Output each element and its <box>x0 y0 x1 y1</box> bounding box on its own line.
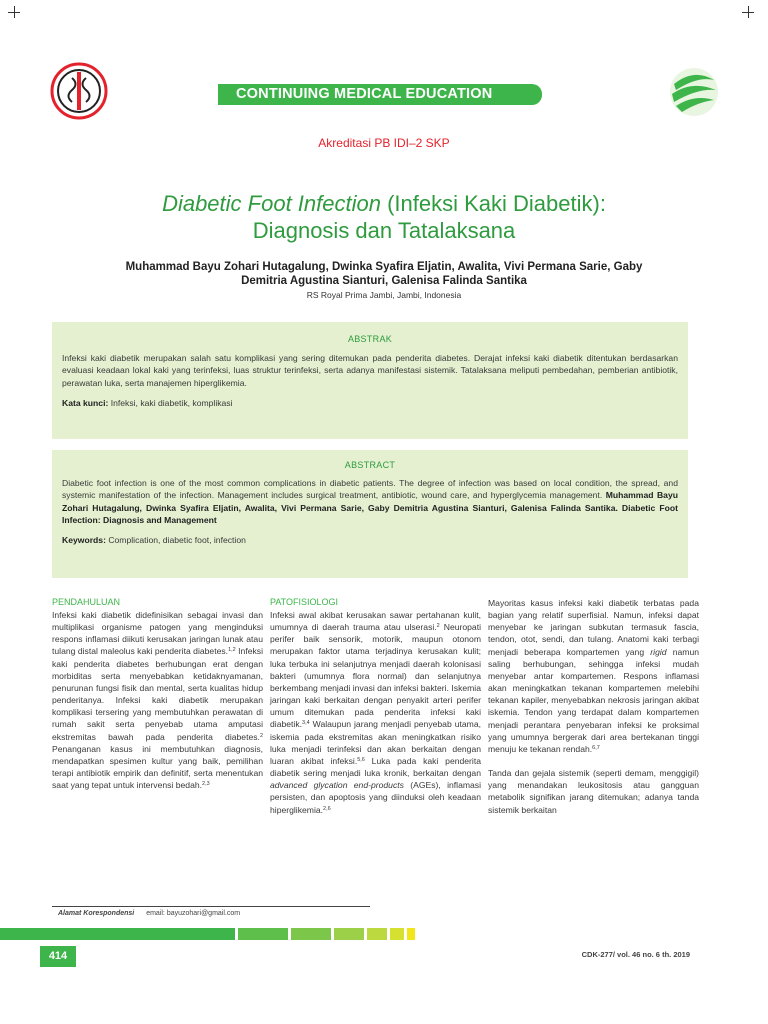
accreditation-text: Akreditasi PB IDI–2 SKP <box>318 136 450 150</box>
crop-mark <box>8 6 20 18</box>
text-run: Infeksi awal akibat kerusakan sawar pertahanan kulit, umumnya di daerah trauma atau ulserasi. <box>270 610 481 633</box>
abstract-box <box>52 450 688 578</box>
affiliation: RS Royal Prima Jambi, Jambi, Indonesia <box>306 290 462 300</box>
title-italic: Diabetic Foot Infection <box>162 191 381 216</box>
keywords-value: Infeksi, kaki diabetik, komplikasi <box>108 397 233 408</box>
idi-logo <box>50 62 108 120</box>
footer-stripe <box>238 928 288 940</box>
paragraph <box>52 609 263 791</box>
banner-text: CONTINUING MEDICAL EDUCATION <box>236 86 493 102</box>
text-run: Mayoritas kasus infeksi kaki diabetik terbatas pada bagian yang relatif superfisial. Namun, infeksi dapat menyebar ke jaringan subkutan termasuk fascia, tendon, otot, sendi, dan tulang. Anatomi kaki terbagi menjadi beberapa kompartemen yang <box>488 598 699 657</box>
abstract-keywords <box>62 534 678 546</box>
text-run: Infeksi kaki penderita diabetes berhubungan erat dengan morbiditas serta menyebabkan ketidaknyamanan, penurunan fungsi fisik dan mental, serta kualitas hidup penderitanya. Infeksi kaki diabetik merupakan komplikasi tersering yang membutuhkan perawatan di rumah sakit serta penyebab utama amputasi ekstremitas bawah pada penderita diabetes. <box>52 646 263 742</box>
column-2 <box>270 597 481 816</box>
crop-mark <box>742 6 754 18</box>
section-heading: PENDAHULUAN <box>52 597 121 607</box>
paragraph: Tanda dan gejala sistemik (seperti demam, menggigil) yang menandakan leukositosis atau gangguan metabolik signifikan jarang ditemukan; adanya tanda sistemik berkaitan <box>488 768 699 815</box>
citation-sup: 2,6 <box>323 805 331 812</box>
italic-term: rigid <box>650 646 667 657</box>
author-list <box>60 261 708 288</box>
citation-sup: 6,7 <box>592 744 600 751</box>
abstrak-text: Infeksi kaki diabetik merupakan salah satu komplikasi yang sering ditemukan pada penderita diabetes. Derajat infeksi kaki diabetik ditentukan berdasarkan evaluasi keadaan lokal kaki yang terinfeksi, luas struktur terinfeksi, serta adanya manifestasi sistemik. Tatalaksana meliputi pembedahan, pemberian antibiotik, perawatan luka, serta manajemen hiperglikemia. <box>62 353 678 388</box>
abstract-text <box>62 477 678 526</box>
citation-sup: 3,4 <box>302 720 310 727</box>
footer-stripe <box>0 928 235 940</box>
paragraph <box>270 609 481 816</box>
text-run: Penanganan kasus ini membutuhkan diagnosis, mendapatkan spesimen kultur yang baik, pemilihan terapi antibiotik empirik dan definitif, serta menentukan saat yang tepat untuk intervensi bedah. <box>52 743 263 791</box>
citation-sup: 2 <box>436 623 440 630</box>
citation-sup: 1,2 <box>228 647 236 654</box>
keywords-label: Kata kunci: <box>62 397 109 408</box>
title-line2: Diagnosis dan Tatalaksana <box>252 218 516 243</box>
keywords-label: Keywords: <box>62 535 106 546</box>
section-banner <box>218 84 542 105</box>
italic-term: advanced glycation end-products <box>270 780 404 791</box>
footer-stripe <box>334 928 364 940</box>
authors-line1: Muhammad Bayu Zohari Hutagalung, Dwinka Syafira Eljatin, Awalita, Vivi Permana Sarie, Gaby <box>125 261 643 273</box>
abstrak-box <box>52 322 688 439</box>
abstract-heading: ABSTRACT <box>344 460 396 470</box>
citation-sup: 5,6 <box>357 756 365 763</box>
authors-line2: Demitria Agustina Sianturi, Galenisa Falinda Santika <box>241 274 527 287</box>
abstract-citation: Muhammad Bayu Zohari Hutagalung, Dwinka Syafira Eljatin, Awalita, Vivi Permana Sarie, Gaby Demitria Agustina Sianturi, Galenisa Falinda Santika. Diabetic Foot Infection: Diagnosis and Management <box>62 490 678 525</box>
paragraph <box>488 597 699 755</box>
abstract-body: Diabetic foot infection is one of the most common complications in diabetic patients. The degree of infection was based on local condition, the spread, and systemic manifestation of the infection. Management includes surgical treatment, antibiotic, wound care, and hyperglycemia management. <box>62 478 678 501</box>
correspondence <box>58 910 240 917</box>
article-title <box>60 190 708 244</box>
citation-sup: 2,3 <box>202 781 210 788</box>
text-run: (AGEs), inflamasi persisten, dan apoptosis yang diinduksi oleh keadaan hiperglikemia. <box>270 780 481 815</box>
footer-stripe <box>291 928 331 940</box>
text-run: Neuropati perifer baik sensorik, motorik, maupun otonom merupakan faktor utama terjadinya kerusakan kulit; luka terbuka ini selanjutnya menjadi daerah kolonisasi bakteri (umumnya flora normal) dan selanjutnya berkembang menjadi invasi dan infeksi bakteri. Iskemia jaringan kaki berkaitan dengan penyakit arteri perifer umum ditemukan pada penderita infeksi kaki diabetik. <box>270 622 481 730</box>
page-number: 414 <box>40 946 76 967</box>
keywords-value: Complication, diabetic foot, infection <box>105 535 246 546</box>
footer-stripe <box>367 928 387 940</box>
text-run: Walaupun jarang menjadi penyebab utama, iskemia pada ekstremitas akan meningkatkan risiko luka menjadi terinfeksi dan akan berkaitan dengan luaran akibat infeksi. <box>270 719 481 766</box>
text-run: namun saling berhubungan, sehingga infeksi mudah menyebar antar kompartemen. Respons inflamasi akan meningkatkan tekanan kompartemen melebihi tekanan kapiler, menyebabkan nekrosis jaringan akibat iskemia. Tendon yang terdapat dalam kompartemen menjadi perantara penyebaran infeksi ke proksimal yang umumnya bergerak dari area bertekanan tinggi menuju ke tekanan rendah. <box>488 646 699 754</box>
footer-stripe <box>390 928 404 940</box>
journal-info: CDK-277/ vol. 46 no. 6 th. 2019 <box>581 950 690 959</box>
section-heading: PATOFISIOLOGI <box>270 597 339 607</box>
text-run: Infeksi kaki diabetik didefinisikan sebagai invasi dan multiplikasi organisme patogen yang menginduksi respons inflamasi diikuti kerusakan jaringan lunak atau tulang distal maleolus kaki penderita diabetes. <box>52 610 263 657</box>
abstrak-heading: ABSTRAK <box>347 334 393 344</box>
footer-stripe <box>407 928 415 940</box>
corr-email: email: bayuzohari@gmail.com <box>146 910 241 917</box>
footnote-rule <box>52 906 370 907</box>
corr-label: Alamat Korespondensi <box>58 910 135 917</box>
abstrak-keywords <box>62 397 678 409</box>
citation-sup: 2 <box>259 732 263 739</box>
text-run: Luka pada kaki penderita diabetik sering menjadi luka kronik, berkaitan dengan <box>270 755 481 779</box>
column-3 <box>488 597 699 816</box>
column-1 <box>52 597 263 791</box>
title-rest: (Infeksi Kaki Diabetik): <box>380 191 606 216</box>
globe-icon <box>668 66 720 118</box>
